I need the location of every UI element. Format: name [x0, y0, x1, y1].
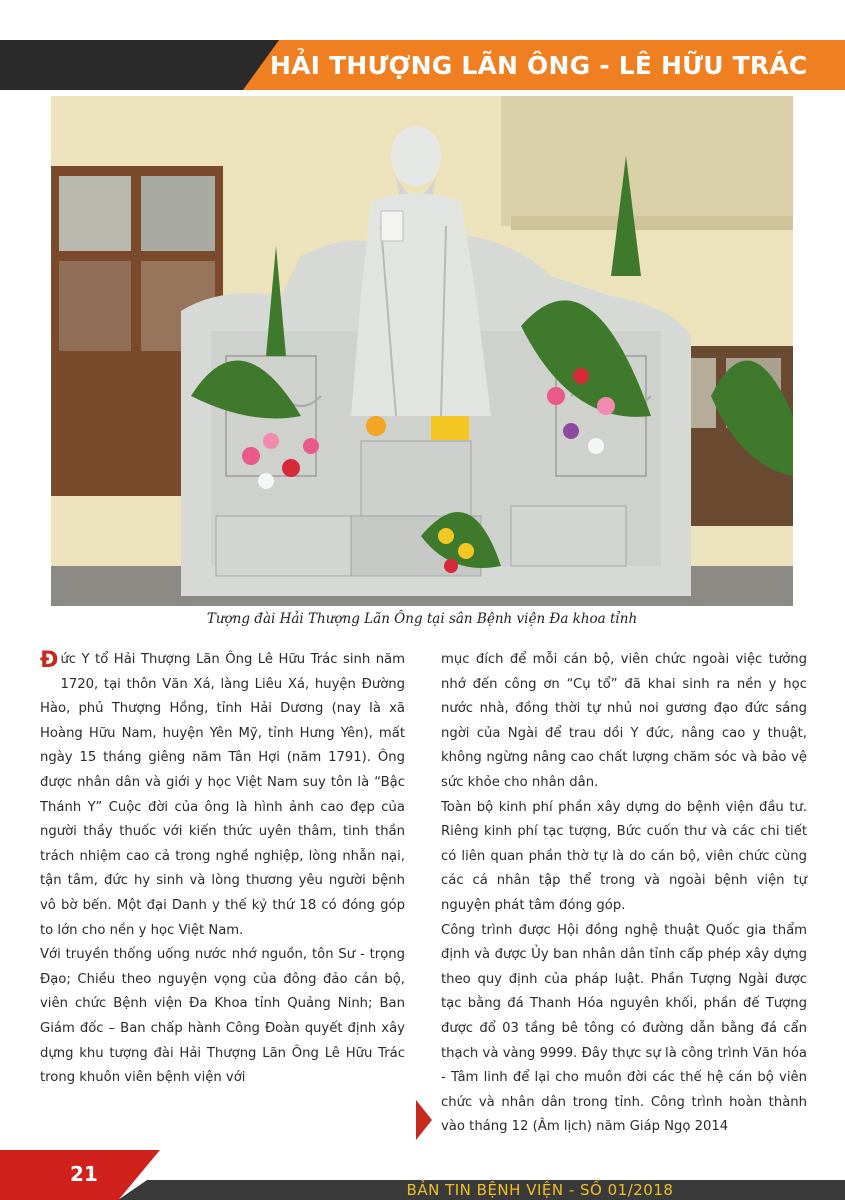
page-number: 21 — [70, 1162, 98, 1186]
article-paragraph — [40, 648, 405, 943]
article-paragraph: Với truyền thống uống nước nhớ nguồn, tôn Sư - trọng Đạo; Chiều theo nguyện vọng của đông đảo cán bộ, viên chức Bệnh viện Đa Khoa tỉnh Quảng Ninh; Ban Giám đốc – Ban chấp hành Công Đoàn quyết định xây dựng khu tượng đài Hải Thượng Lãn Ông Lê Hữu Trác trong khuôn viên bệnh viện với — [40, 947, 405, 1086]
statue-photo-illustration — [51, 96, 793, 606]
article-paragraph: Công trình được Hội đồng nghệ thuật Quốc gia thẩm định và được Ủy ban nhân dân tỉnh cấp phép xây dựng theo quy định của pháp luật. Phần Tượng Ngài được tạc bằng đá Thanh Hóa nguyên khối, phần đế Tượng được đổ 03 tầng bê tông có đường dẫn bằng đá cẩn thạch và vàng 9999. Đây thực sự là công trình Văn hóa - Tâm linh để lại cho muôn đời các thế hệ cán bộ viên chức và nhân dân trong tỉnh. Công trình hoàn thành vào tháng 12 (Âm lịch) năm Giáp Ngọ 2014 — [441, 922, 807, 1135]
article-paragraph: mục đích để mỗi cán bộ, viên chức ngoài việc tưởng nhớ đến công ơn “Cụ tổ” đã khai sinh ra nền y học nước nhà, đồng thời tự nhủ noi gương đạo đức sáng ngời của Ngài để trau dồi Y đức, nâng cao y thuật, không ngừng nâng cao chất lượng chăm sóc và bảo vệ sức khỏe cho nhân dân. — [441, 652, 807, 790]
article-paragraph: Toàn bộ kinh phí phần xây dựng do bệnh viện đầu tư. Riêng kinh phí tạc tượng, Bức cuốn thư và các chi tiết có liên quan phần thờ tự là do cán bộ, viên chức cùng các cá nhân tập thể trong và ngoài bệnh viện tự nguyện phát tâm đóng góp. — [441, 799, 807, 913]
publication-name: BẢN TIN BỆNH VIỆN - SỐ 01/2018 — [406, 1181, 674, 1199]
dropcap: Đ — [40, 648, 59, 673]
photo-caption: Tượng đài Hải Thượng Lãn Ông tại sân Bệnh viện Đa khoa tỉnh — [206, 611, 638, 627]
continue-arrow-icon — [416, 1100, 432, 1140]
article-right-column — [441, 648, 807, 1140]
statue-photo — [51, 96, 793, 606]
paragraph-text: ức Y tổ Hải Thượng Lãn Ông Lê Hữu Trác sinh năm 1720, tại thôn Văn Xá, làng Liêu Xá, huyện Đường Hào, phủ Thượng Hồng, tỉnh Hải Dương (nay là xã Hoàng Hữu Nam, huyện Yên Mỹ, tỉnh Hưng Yên), mất ngày 15 tháng giêng năm Tân Hợi (năm 1791). Ông được nhân dân và giới y học Việt Nam suy tôn là “Bậc Thánh Y” Cuộc đời của ông là hình ảnh cao đẹp của người thầy thuốc với kiến thức uyên thâm, tinh thần trách nhiệm cao cả trong nghề nghiệp, lòng nhẫn nại, tận tâm, đức hy sinh và lòng thương yêu người bệnh vô bờ bến. Một đại Danh y thế kỷ thứ 18 có đóng góp to lớn cho nền y học Việt Nam. — [40, 652, 405, 938]
article-left-column — [40, 648, 405, 1091]
page-title: HẢI THƯỢNG LÃN ÔNG - LÊ HỮU TRÁC — [270, 51, 808, 80]
